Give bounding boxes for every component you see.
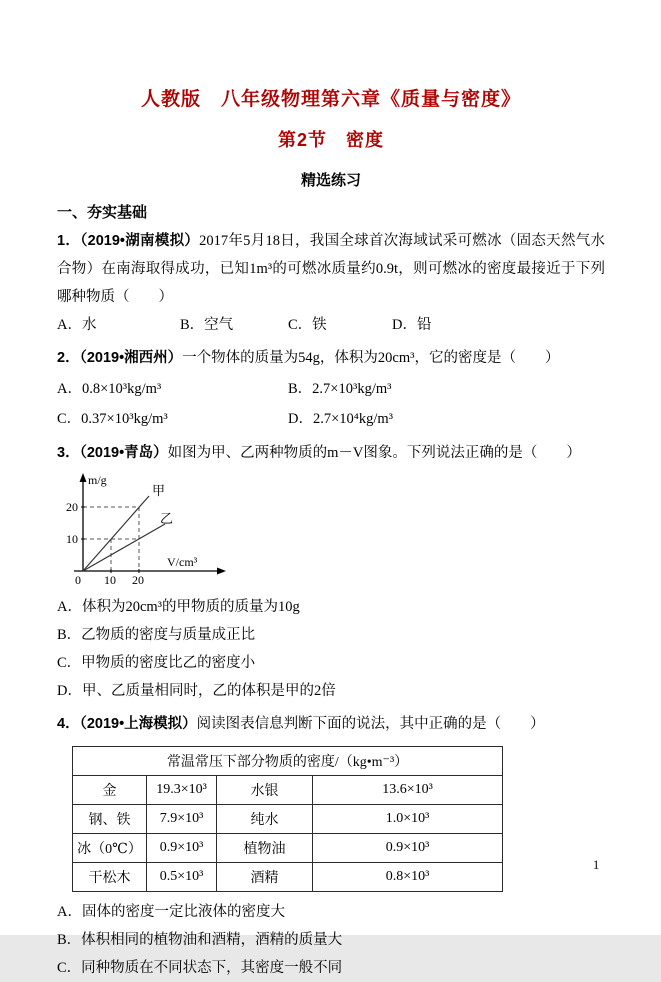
table-title: 常温常压下部分物质的密度/（kg•m⁻³） bbox=[73, 747, 503, 776]
x-axis-arrow-icon bbox=[217, 568, 226, 575]
option-4a: A．固体的密度一定比液体的密度大 bbox=[57, 904, 285, 920]
option-1c: C．铁 bbox=[288, 317, 327, 333]
density-table bbox=[72, 746, 503, 892]
page-number: 1 bbox=[593, 858, 600, 872]
question-3 bbox=[57, 439, 605, 467]
option-2c: C．0.37×10³kg/m³ bbox=[57, 411, 168, 427]
table-cell: 7.9×10³ bbox=[147, 805, 217, 834]
table-cell: 植物油 bbox=[217, 834, 313, 863]
question-2-source: 2．（2019•湘西州） bbox=[57, 350, 183, 366]
option-2d: D．2.7×10⁴kg/m³ bbox=[288, 411, 393, 427]
table-cell: 冰（0℃） bbox=[73, 834, 147, 863]
doc-title: 人教版 八年级物理第六章《质量与密度》 bbox=[140, 89, 521, 110]
doc-subtitle: 第2节 密度 bbox=[277, 130, 384, 150]
table-cell: 0.9×10³ bbox=[147, 834, 217, 863]
series-label-jia: 甲 bbox=[152, 483, 166, 498]
table-cell: 0.8×10³ bbox=[313, 863, 503, 892]
question-3-text: 如图为甲、乙两种物质的m－V图象。下列说法正确的是（ ） bbox=[167, 445, 581, 461]
table-cell: 纯水 bbox=[217, 805, 313, 834]
table-cell: 1.0×10³ bbox=[313, 805, 503, 834]
x-tick-10: 10 bbox=[104, 573, 116, 587]
y-tick-10: 10 bbox=[66, 532, 78, 546]
table-cell: 13.6×10³ bbox=[313, 776, 503, 805]
option-2b: B．2.7×10³kg/m³ bbox=[288, 381, 392, 397]
table-cell: 干松木 bbox=[73, 863, 147, 892]
question-1-options bbox=[57, 311, 605, 339]
table-cell: 0.5×10³ bbox=[147, 863, 217, 892]
question-2 bbox=[57, 344, 605, 372]
exercise-heading: 精选练习 bbox=[300, 172, 361, 189]
mv-graph bbox=[61, 471, 605, 591]
option-3a: A．体积为20cm³的甲物质的质量为10g bbox=[57, 599, 300, 615]
table-cell: 水银 bbox=[217, 776, 313, 805]
y-axis-label: m/g bbox=[88, 473, 107, 487]
table-cell: 钢、铁 bbox=[73, 805, 147, 834]
option-2a: A．0.8×10³kg/m³ bbox=[57, 381, 162, 397]
question-1-text: 2017年5月18日，我国全球首次海域试采可燃冰（固态天然气水合物）在南海取得成功，已知1m³的可燃冰质量约0.9t，则可燃冰的密度最接近于下列哪种物质（ ） bbox=[57, 233, 605, 305]
option-4c: C．同种物质在不同状态下，其密度一般不同 bbox=[57, 960, 343, 976]
table-row bbox=[73, 834, 503, 863]
table-cell: 金 bbox=[73, 776, 147, 805]
table-row bbox=[73, 805, 503, 834]
question-4 bbox=[57, 710, 605, 738]
option-1b: B．空气 bbox=[180, 317, 234, 333]
question-3-source: 3．（2019•青岛） bbox=[57, 445, 168, 461]
option-4b: B．体积相同的植物油和酒精，酒精的质量大 bbox=[57, 932, 343, 948]
question-1-source: 1．（2019•湖南模拟） bbox=[57, 233, 200, 249]
table-cell: 19.3×10³ bbox=[147, 776, 217, 805]
option-3d: D．甲、乙质量相同时，乙的体积是甲的2倍 bbox=[57, 683, 336, 699]
table-row bbox=[73, 776, 503, 805]
question-2-text: 一个物体的质量为54g，体积为20cm³，它的密度是（ ） bbox=[182, 350, 560, 366]
series-label-yi: 乙 bbox=[160, 511, 174, 526]
option-1d: D．铅 bbox=[392, 317, 432, 333]
question-2-options bbox=[57, 374, 605, 434]
option-1a: A．水 bbox=[57, 317, 97, 333]
table-row bbox=[73, 863, 503, 892]
option-3c: C．甲物质的密度比乙的密度小 bbox=[57, 655, 256, 671]
x-axis-label: V/cm³ bbox=[167, 555, 198, 569]
option-3b: B．乙物质的密度与质量成正比 bbox=[57, 627, 256, 643]
y-axis-arrow-icon bbox=[80, 473, 87, 482]
line-yi bbox=[83, 524, 165, 571]
origin-label: 0 bbox=[75, 573, 81, 587]
section-heading: 一、夯实基础 bbox=[57, 204, 148, 221]
x-tick-20: 20 bbox=[132, 573, 144, 587]
question-4-source: 4．（2019•上海模拟） bbox=[57, 716, 197, 732]
table-title-row bbox=[73, 747, 503, 776]
table-cell: 0.9×10³ bbox=[313, 834, 503, 863]
table-cell: 酒精 bbox=[217, 863, 313, 892]
question-4-text: 阅读图表信息判断下面的说法，其中正确的是（ ） bbox=[196, 716, 545, 732]
question-1 bbox=[57, 227, 605, 311]
y-tick-20: 20 bbox=[66, 500, 78, 514]
